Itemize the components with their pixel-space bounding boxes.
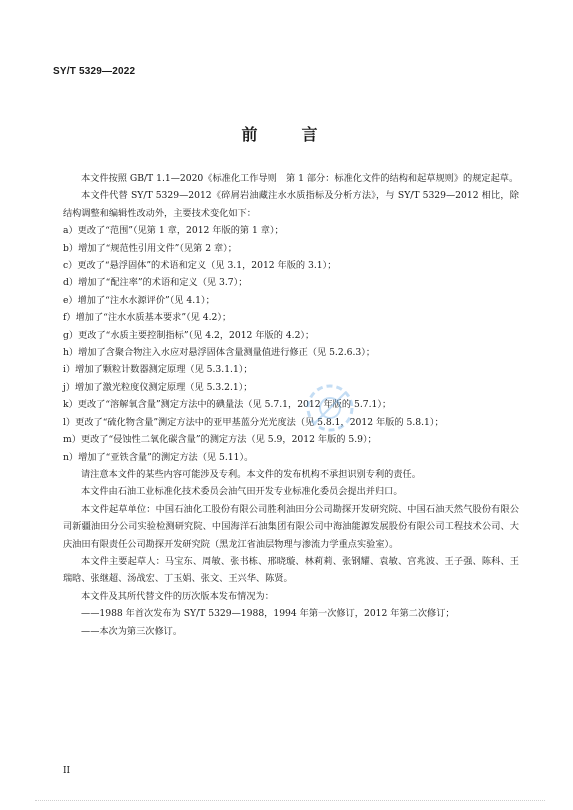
list-item: h）增加了含聚合物注入水应对悬浮固体含量测量值进行修正（见 5.2.6.3）； xyxy=(63,347,376,359)
list-item: n）增加了“亚铁含量”的测定方法（见 5.11）。 xyxy=(63,451,254,463)
list-item: m）更改了“侵蚀性二氧化碳含量”的测定方法（见 5.9，2012 年版的 5.9）； xyxy=(63,434,377,446)
paragraph-drafters: 本文件主要起草人：马宝东、周敏、张书栋、邢晓璇、林莉莉、张钢耀、袁敏、宫兆波、王子强、陈科、王瑞晗、张继超、汤战宏、丁玉娟、张文、王兴华、陈贤。 xyxy=(63,555,519,585)
paragraph-drafting-units: 本文件起草单位：中国石油化工股份有限公司胜利油田分公司勘探开发研究院、中国石油天然气股份有限公司新疆油田分公司实验检测研究院、中国海洋石油集团有限公司中海油能源发展股份有限公司工程技术公司、大庆油田有限责任公司勘探开发研究院（黑龙江省油层物理与渗流力学重点实验室）。 xyxy=(63,503,519,550)
list-item: k）更改了“溶解氧含量”测定方法中的碘量法（见 5.7.1，2012 年版的 5.7.1）； xyxy=(63,399,392,411)
paragraph-drafting-rules: 本文件按照 GB/T 1.1—2020《标准化工作导则 第 1 部分：标准化文件的结构和起草规则》的规定起草。 xyxy=(81,173,519,184)
standard-code: SY/T 5329—2022 xyxy=(53,66,136,77)
history-item: ——1988 年首次发布为 SY/T 5329—1988，1994 年第一次修订，2012 年第二次修订； xyxy=(81,608,455,620)
list-item: g）更改了“水质主要控制指标”（见 4.2，2012 年版的 4.2）； xyxy=(63,329,315,341)
list-item: e）增加了“注水水源评价”（见 4.1）； xyxy=(63,294,215,306)
paragraph-history-intro: 本文件及其所代替文件的历次版本发布情况为： xyxy=(81,590,274,602)
history-item: ——本次为第三次修订。 xyxy=(81,625,183,637)
paragraph-proposer: 本文件由石油工业标准化技术委员会油气田开发专业标准化委员会提出并归口。 xyxy=(81,486,403,498)
list-item: l）更改了“硫化物含量”测定方法中的亚甲基蓝分光光度法（见 5.8.1，2012 年版的 5.8.1）； xyxy=(63,416,444,428)
paragraph-replacement: 本文件代替 SY/T 5329—2012《碎屑岩油藏注水水质指标及分析方法》，与 SY/T 5329—2012 相比，除结构调整和编辑性改动外，主要技术变化如下： xyxy=(63,190,519,219)
page-bottom-divider xyxy=(35,800,545,807)
paragraph-patent-notice: 请注意本文件的某些内容可能涉及专利。本文件的发布机构不承担识别专利的责任。 xyxy=(81,468,421,480)
list-item: d）增加了“配注率”的术语和定义（见 3.7）； xyxy=(63,277,248,289)
list-item: b）增加了“规范性引用文件”（见第 2 章）； xyxy=(63,242,237,254)
page-number: II xyxy=(63,766,71,776)
foreword-body xyxy=(63,170,519,640)
list-item: i）增加了颗粒计数器测定原理（见 5.3.1.1）； xyxy=(63,364,253,376)
watermark-logo-icon xyxy=(300,378,360,438)
section-title: 前 言 xyxy=(241,125,332,144)
list-item: j）增加了激光粒度仪测定原理（见 5.3.2.1）； xyxy=(63,381,253,393)
list-item: a）更改了“范围”（见第 1 章，2012 年版的第 1 章）； xyxy=(63,225,284,237)
list-item: f）增加了“注水水质基本要求”（见 4.2）； xyxy=(63,312,232,324)
changes-list xyxy=(63,222,519,466)
list-item: c）更改了“悬浮固体”的术语和定义（见 3.1，2012 年版的 3.1）； xyxy=(63,260,337,272)
